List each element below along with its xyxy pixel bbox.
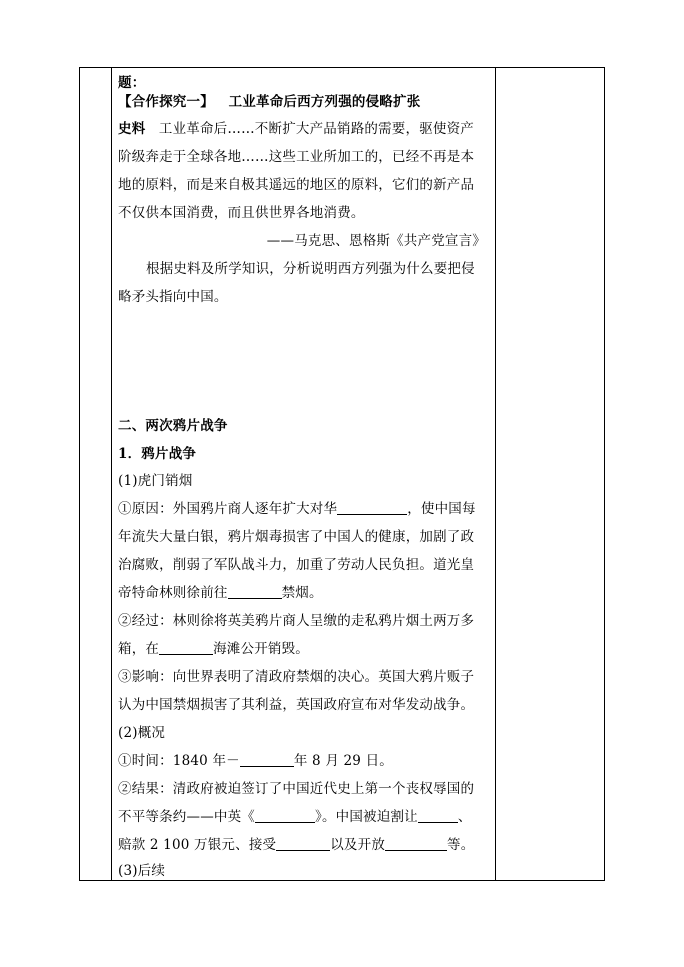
cause-line-2: 年流失大量白银，鸦片烟毒损害了中国人的健康，加剧了政 xyxy=(118,529,475,545)
source-label: 史料 xyxy=(118,121,146,137)
fill-blank xyxy=(240,753,294,767)
time-text-a: ①时间：1840 年－ xyxy=(118,753,240,769)
source-text-1: 工业革命后……不断扩大产品销路的需要，驱使资产 xyxy=(158,121,474,137)
inquiry-topic: 工业革命后西方列强的侵略扩张 xyxy=(228,94,421,110)
cause-text-4a: 帝特命林则徐前往 xyxy=(118,585,228,601)
lesson-table xyxy=(79,67,605,881)
cause-line-3: 治腐败，削弱了军队战斗力，加重了劳动人民负担。道光皇 xyxy=(118,557,475,573)
impact-line-2: 认为中国禁烟损害了其利益，英国政府宣布对华发动战争。 xyxy=(118,697,475,713)
content-cell xyxy=(112,68,496,880)
item-followup: (3)后续 xyxy=(118,863,166,879)
process-text-b: 海滩公开销毁。 xyxy=(213,641,310,657)
result-line-2 xyxy=(118,808,472,826)
source-line-3: 地的原料，而是来自极其遥远的地区的原料，它们的新产品 xyxy=(118,177,475,193)
cause-line-4 xyxy=(118,584,323,602)
source-line-2: 阶级奔走于全球各地……这些工业所加工的，已经不再是本 xyxy=(118,149,475,165)
process-line-1: ②经过：林则徐将英美鸦片商人呈缴的走私鸦片烟土两万多 xyxy=(118,613,475,629)
result-text-2b: 》。中国被迫割让 xyxy=(315,809,418,825)
impact-line-1: ③影响：向世界表明了清政府禁烟的决心。英国大鸦片贩子 xyxy=(118,669,475,685)
result-text-3a: 赔款 2 100 万银元、接受 xyxy=(118,837,277,853)
result-text-2c: 、 xyxy=(457,809,472,825)
subsection-heading: 1．鸦片战争 xyxy=(118,446,197,462)
cause-text-b: ，使中国每 xyxy=(407,501,476,517)
inquiry-title: 【合作探究一】 xyxy=(118,94,214,110)
fill-blank xyxy=(159,641,213,655)
process-line-2 xyxy=(118,640,309,658)
result-text-3b: 以及开放 xyxy=(330,837,386,853)
result-line-3 xyxy=(118,836,474,854)
fill-blank xyxy=(418,809,458,823)
section-heading: 二、两次鸦片战争 xyxy=(118,418,228,434)
fill-blank xyxy=(276,837,330,851)
inquiry-heading xyxy=(118,93,420,111)
cause-line-1 xyxy=(118,500,476,518)
question-line-1: 根据史料及所学知识，分析说明西方列强为什么要把侵 xyxy=(146,261,475,277)
fill-blank xyxy=(385,837,447,851)
item-humen: (1)虎门销烟 xyxy=(118,473,193,489)
result-text-3c: 等。 xyxy=(447,837,475,853)
question-line-2: 略矛头指向中国。 xyxy=(118,289,228,305)
cause-text-4b: 禁烟。 xyxy=(281,585,323,601)
item-overview: (2)概况 xyxy=(118,725,166,741)
source-line-1 xyxy=(118,120,474,138)
time-line xyxy=(118,752,393,770)
fill-blank xyxy=(228,585,282,599)
result-text-2a: 不平等条约——中英《 xyxy=(118,809,255,825)
fill-blank xyxy=(337,501,407,515)
source-line-4: 不仅供本国消费，而且供世界各地消费。 xyxy=(118,205,365,221)
cause-text-a: ①原因：外国鸦片商人逐年扩大对华 xyxy=(118,501,338,517)
process-text-a: 箱，在 xyxy=(118,641,160,657)
source-citation: ——马克思、恩格斯《共产党宣言》 xyxy=(266,233,486,249)
topic-label: 题： xyxy=(118,75,146,91)
time-text-b: 年 8 月 29 日。 xyxy=(293,753,393,769)
result-line-1: ②结果：清政府被迫签订了中国近代史上第一个丧权辱国的 xyxy=(118,781,475,797)
fill-blank xyxy=(255,809,315,823)
